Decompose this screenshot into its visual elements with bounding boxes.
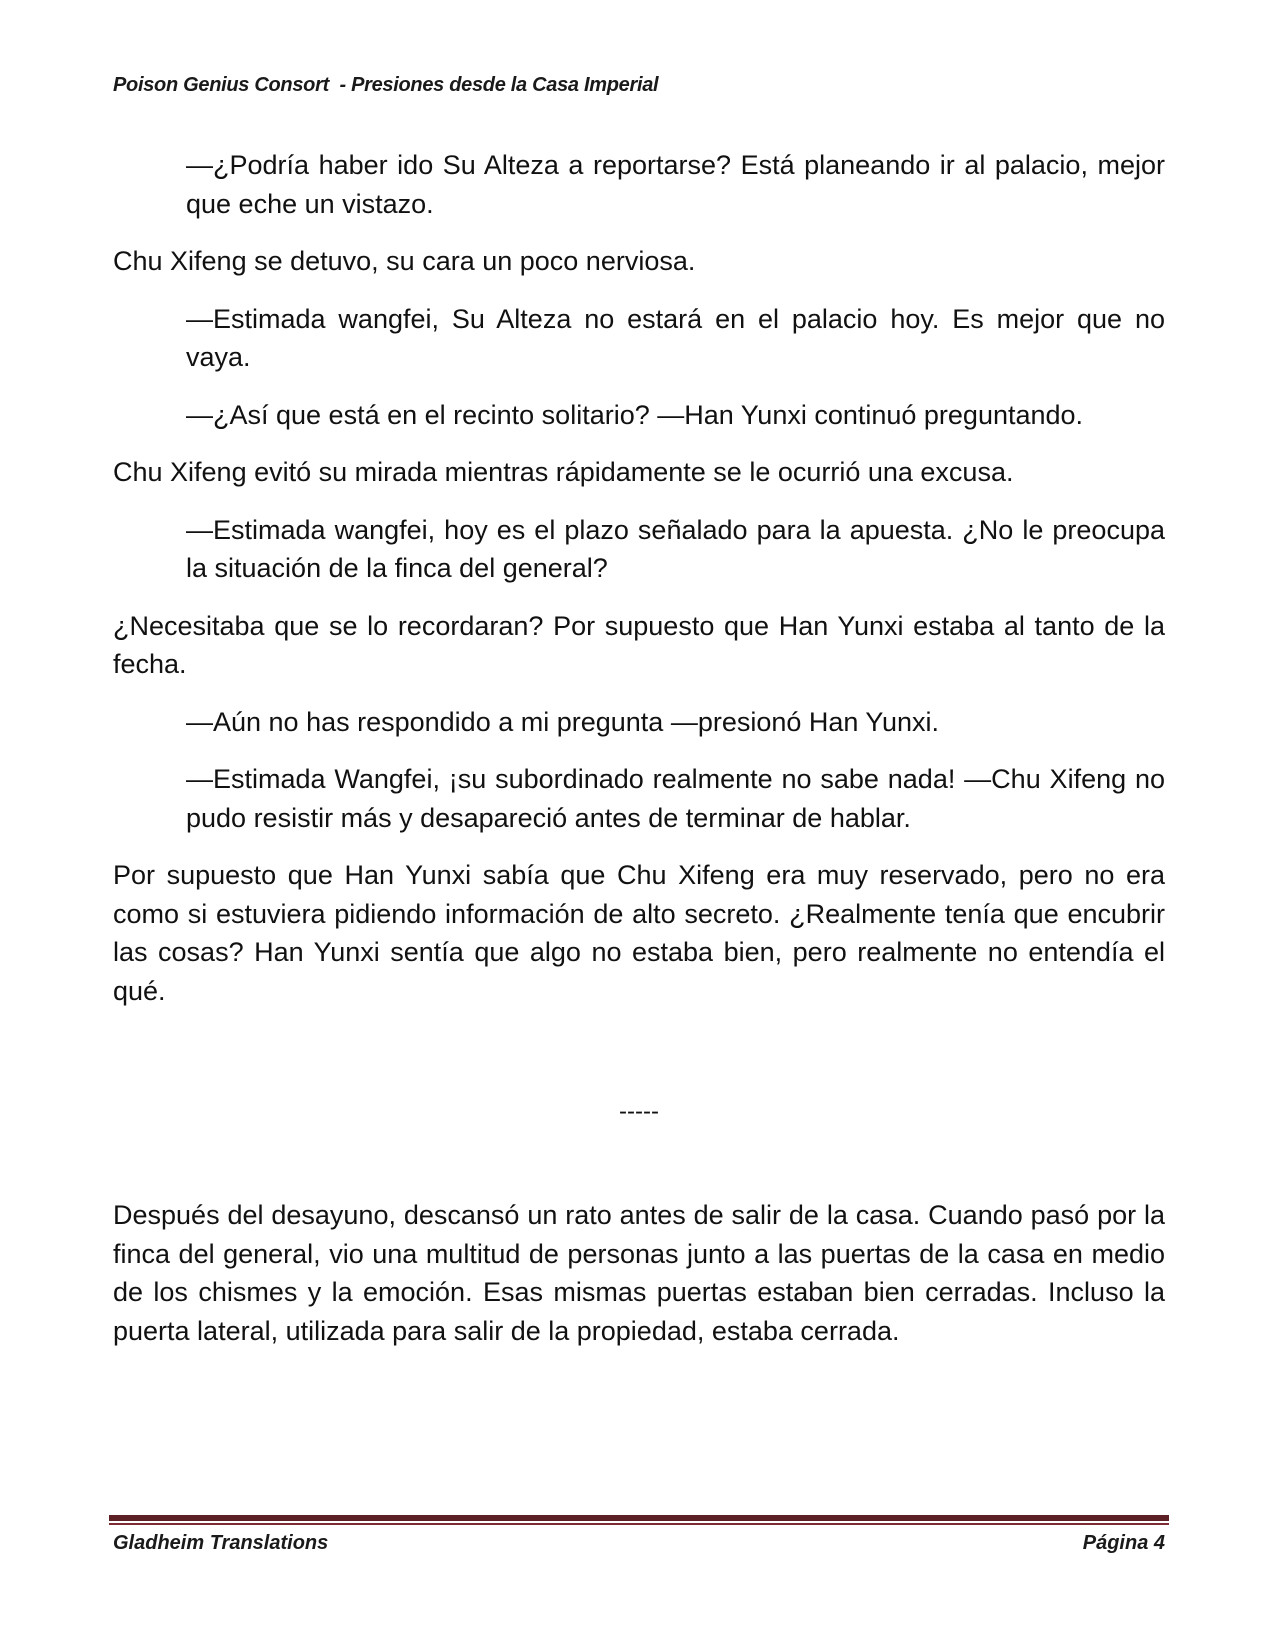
paragraph-dialog: —Estimada Wangfei, ¡su subordinado realmente no sabe nada! —Chu Xifeng no pudo resistir más y desapareció antes de terminar de hablar. — [186, 764, 1165, 833]
paragraph-dialog: —¿Así que está en el recinto solitario? —Han Yunxi continuó preguntando. — [186, 399, 1084, 430]
footer-publisher: Gladheim Translations — [113, 1532, 329, 1554]
paragraph-narration: Por supuesto que Han Yunxi sabía que Chu Xifeng era muy reservado, pero no era como si estuviera pidiendo información de alto secreto. ¿Realmente tenía que encubrir las cosas? Han Yunxi sentía que algo no estaba bien, pero realmente no entendía el qué. — [113, 860, 1165, 1006]
document-body — [113, 146, 1165, 1369]
paragraph-dialog: —Estimada wangfei, Su Alteza no estará en el palacio hoy. Es mejor que no vaya. — [186, 303, 1165, 372]
paragraph-narration: ¿Necesitaba que se lo recordaran? Por supuesto que Han Yunxi estaba al tanto de la fecha. — [113, 610, 1165, 679]
footer-divider-thin — [109, 1523, 1169, 1525]
paragraph-dialog: —Aún no has respondido a mi pregunta —presionó Han Yunxi. — [186, 706, 939, 737]
page-header-title: Poison Genius Consort - Presiones desde la Casa Imperial — [113, 74, 659, 96]
paragraph-dialog: —Estimada wangfei, hoy es el plazo señalado para la apuesta. ¿No le preocupa la situación de la finca del general? — [186, 514, 1165, 583]
paragraph-narration: Después del desayuno, descansó un rato antes de salir de la casa. Cuando pasó por la finca del general, vio una multitud de personas junto a las puertas de la casa en medio de los chismes y la emoción. Esas mismas puertas estaban bien cerradas. Incluso la puerta lateral, utilizada para salir de la propiedad, estaba cerrada. — [113, 1200, 1165, 1346]
spacer — [113, 1029, 1165, 1093]
footer-page-number: Página 4 — [1082, 1532, 1165, 1554]
scene-separator: ----- — [619, 1098, 659, 1125]
paragraph-narration: Chu Xifeng se detuvo, su cara un poco nerviosa. — [113, 246, 696, 276]
paragraph-dialog: —¿Podría haber ido Su Alteza a reportarse? Está planeando ir al palacio, mejor que eche un vistazo. — [186, 150, 1165, 219]
footer-divider-thick — [109, 1515, 1169, 1521]
spacer — [113, 1131, 1165, 1196]
paragraph-narration: Chu Xifeng evitó su mirada mientras rápidamente se le ocurrió una excusa. — [113, 457, 1014, 487]
